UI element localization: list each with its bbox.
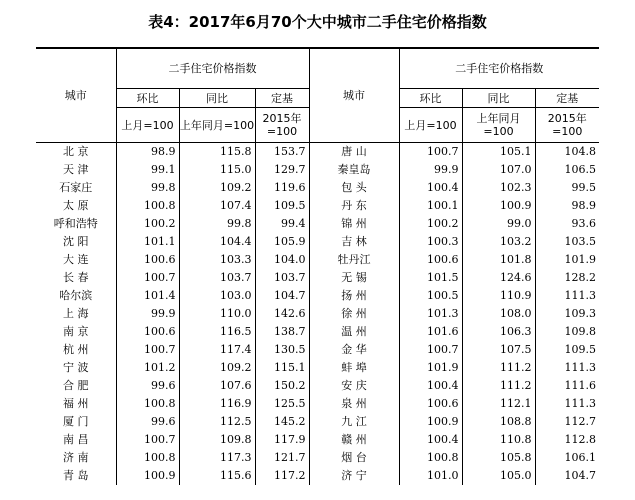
mom-value-left: 101.2 <box>144 361 176 374</box>
city-header-right: 城市 <box>309 48 399 143</box>
mom-value-right: 101.5 <box>427 271 459 284</box>
base-value-left: 103.7 <box>255 269 309 287</box>
yoy-value-left: 107.4 <box>179 197 255 215</box>
yoy-value-right: 108.8 <box>462 413 535 431</box>
city-left: 南 昌 <box>36 431 116 449</box>
mom-value-right: 100.4 <box>427 433 459 446</box>
table-title: 表4：2017年6月70个大中城市二手住宅价格指数 <box>148 13 487 31</box>
base-header-left: 定基 <box>255 89 309 108</box>
yoy-value-right: 106.3 <box>462 323 535 341</box>
yoy-value-left: 107.6 <box>179 377 255 395</box>
base-value-left: 119.6 <box>255 179 309 197</box>
yoy-value-right: 107.5 <box>462 341 535 359</box>
yoy-value-left: 110.0 <box>179 305 255 323</box>
mom-value-left: 99.6 <box>151 415 176 428</box>
table-row <box>36 449 599 467</box>
yoy-value-right: 112.1 <box>462 395 535 413</box>
yoy-value-left: 103.3 <box>179 251 255 269</box>
yoy-value-right: 124.6 <box>462 269 535 287</box>
mom-base-left: 上月=100 <box>121 118 174 132</box>
mom-value-right: 100.9 <box>427 415 459 428</box>
mom-value-left: 101.4 <box>144 289 176 302</box>
city-right: 安 庆 <box>309 377 399 395</box>
city-left: 南 京 <box>36 323 116 341</box>
base-value-right: 99.5 <box>535 179 599 197</box>
city-right: 丹 东 <box>309 197 399 215</box>
yoy-value-right: 101.8 <box>462 251 535 269</box>
yoy-value-right: 105.8 <box>462 449 535 467</box>
city-left: 太 原 <box>36 197 116 215</box>
base-value-right: 111.3 <box>535 287 599 305</box>
base-value-right: 128.2 <box>535 269 599 287</box>
city-left: 青 岛 <box>36 467 116 485</box>
yoy-value-left: 115.6 <box>179 467 255 485</box>
mom-header-right: 环比 <box>399 89 462 108</box>
city-right: 锦 州 <box>309 215 399 233</box>
base-value-right: 93.6 <box>535 215 599 233</box>
mom-value-left: 100.9 <box>144 469 176 482</box>
fixed-base-right: 2015年=100 <box>535 108 599 143</box>
yoy-value-left: 115.0 <box>179 161 255 179</box>
base-header-right: 定基 <box>535 89 599 108</box>
table-row <box>36 287 599 305</box>
table-row <box>36 251 599 269</box>
city-left: 杭 州 <box>36 341 116 359</box>
yoy-value-right: 100.9 <box>462 197 535 215</box>
yoy-value-right: 108.0 <box>462 305 535 323</box>
base-value-left: 117.9 <box>255 431 309 449</box>
table-row <box>36 467 599 485</box>
yoy-value-right: 110.9 <box>462 287 535 305</box>
mom-value-left: 98.9 <box>151 145 176 158</box>
mom-value-right: 100.6 <box>427 253 459 266</box>
base-value-right: 98.9 <box>535 197 599 215</box>
base-value-left: 142.6 <box>255 305 309 323</box>
base-value-left: 150.2 <box>255 377 309 395</box>
base-value-right: 101.9 <box>535 251 599 269</box>
base-value-left: 104.0 <box>255 251 309 269</box>
city-right: 烟 台 <box>309 449 399 467</box>
yoy-header-right: 同比 <box>462 89 535 108</box>
mom-value-left: 100.6 <box>144 325 176 338</box>
mom-value-left: 99.9 <box>151 307 176 320</box>
mom-value-right: 101.3 <box>427 307 459 320</box>
table-row <box>36 377 599 395</box>
city-right: 牡丹江 <box>309 251 399 269</box>
base-value-left: 129.7 <box>255 161 309 179</box>
table-row <box>36 413 599 431</box>
base-value-right: 109.5 <box>535 341 599 359</box>
city-right: 蚌 埠 <box>309 359 399 377</box>
base-value-left: 109.5 <box>255 197 309 215</box>
base-value-left: 125.5 <box>255 395 309 413</box>
table-row <box>36 233 599 251</box>
base-value-right: 106.1 <box>535 449 599 467</box>
mom-value-right: 101.6 <box>427 325 459 338</box>
base-value-left: 105.9 <box>255 233 309 251</box>
base-value-left: 145.2 <box>255 413 309 431</box>
base-value-left: 138.7 <box>255 323 309 341</box>
yoy-base-right: 上年同月=100 <box>462 108 535 143</box>
yoy-value-right: 102.3 <box>462 179 535 197</box>
base-value-right: 103.5 <box>535 233 599 251</box>
city-right: 无 锡 <box>309 269 399 287</box>
table-row <box>36 323 599 341</box>
city-right: 吉 林 <box>309 233 399 251</box>
city-right: 温 州 <box>309 323 399 341</box>
city-left: 沈 阳 <box>36 233 116 251</box>
city-left: 厦 门 <box>36 413 116 431</box>
yoy-value-left: 109.2 <box>179 179 255 197</box>
yoy-value-left: 112.5 <box>179 413 255 431</box>
mom-value-right: 100.5 <box>427 289 459 302</box>
yoy-value-right: 110.8 <box>462 431 535 449</box>
mom-value-right: 101.9 <box>427 361 459 374</box>
base-value-left: 130.5 <box>255 341 309 359</box>
city-left: 济 南 <box>36 449 116 467</box>
city-left: 天 津 <box>36 161 116 179</box>
mom-value-left: 100.7 <box>144 271 176 284</box>
table-row <box>36 197 599 215</box>
group-header-left: 二手住宅价格指数 <box>116 48 309 89</box>
mom-value-right: 99.9 <box>434 163 459 176</box>
mom-value-right: 100.4 <box>427 379 459 392</box>
base-value-right: 109.8 <box>535 323 599 341</box>
table-row <box>36 161 599 179</box>
mom-value-left: 101.1 <box>144 235 176 248</box>
mom-value-left: 99.6 <box>151 379 176 392</box>
base-value-right: 104.8 <box>535 143 599 162</box>
city-left: 福 州 <box>36 395 116 413</box>
table-row <box>36 431 599 449</box>
base-value-left: 153.7 <box>255 143 309 162</box>
table-row <box>36 359 599 377</box>
yoy-value-left: 103.0 <box>179 287 255 305</box>
base-value-right: 111.3 <box>535 359 599 377</box>
mom-value-left: 100.7 <box>144 433 176 446</box>
mom-value-right: 100.4 <box>427 181 459 194</box>
mom-value-left: 100.8 <box>144 451 176 464</box>
mom-value-right: 100.7 <box>427 145 459 158</box>
table-row <box>36 143 599 162</box>
yoy-value-right: 105.1 <box>462 143 535 162</box>
base-value-right: 111.3 <box>535 395 599 413</box>
city-left: 合 肥 <box>36 377 116 395</box>
city-left: 哈尔滨 <box>36 287 116 305</box>
city-right: 扬 州 <box>309 287 399 305</box>
city-right: 济 宁 <box>309 467 399 485</box>
mom-value-left: 100.8 <box>144 397 176 410</box>
city-left: 上 海 <box>36 305 116 323</box>
yoy-value-left: 115.8 <box>179 143 255 162</box>
table-row <box>36 395 599 413</box>
city-left: 石家庄 <box>36 179 116 197</box>
yoy-value-right: 103.2 <box>462 233 535 251</box>
base-value-left: 99.4 <box>255 215 309 233</box>
yoy-header-left: 同比 <box>179 89 255 108</box>
city-header-left: 城市 <box>36 48 116 143</box>
mom-base-right: 上月=100 <box>404 118 457 132</box>
city-left: 北 京 <box>36 143 116 162</box>
base-value-right: 104.7 <box>535 467 599 485</box>
mom-value-right: 100.1 <box>427 199 459 212</box>
mom-value-left: 100.2 <box>144 217 176 230</box>
base-value-left: 121.7 <box>255 449 309 467</box>
yoy-value-right: 99.0 <box>462 215 535 233</box>
city-left: 大 连 <box>36 251 116 269</box>
yoy-value-right: 105.0 <box>462 467 535 485</box>
mom-value-left: 99.8 <box>151 181 176 194</box>
city-right: 秦皇岛 <box>309 161 399 179</box>
mom-value-right: 100.6 <box>427 397 459 410</box>
base-value-left: 115.1 <box>255 359 309 377</box>
yoy-value-left: 109.2 <box>179 359 255 377</box>
city-right: 金 华 <box>309 341 399 359</box>
base-value-right: 109.3 <box>535 305 599 323</box>
table-row <box>36 269 599 287</box>
yoy-value-right: 111.2 <box>462 377 535 395</box>
mom-value-right: 101.0 <box>427 469 459 482</box>
yoy-value-left: 116.5 <box>179 323 255 341</box>
table-row <box>36 179 599 197</box>
yoy-base-left: 上年同月=100 <box>179 108 255 143</box>
mom-value-right: 100.3 <box>427 235 459 248</box>
mom-value-left: 100.8 <box>144 199 176 212</box>
table-row <box>36 215 599 233</box>
base-value-left: 117.2 <box>255 467 309 485</box>
city-right: 赣 州 <box>309 431 399 449</box>
group-header-right: 二手住宅价格指数 <box>399 48 599 89</box>
city-left: 长 春 <box>36 269 116 287</box>
price-index-table <box>36 47 599 485</box>
mom-value-left: 100.6 <box>144 253 176 266</box>
yoy-value-right: 111.2 <box>462 359 535 377</box>
yoy-value-left: 117.3 <box>179 449 255 467</box>
mom-value-left: 99.1 <box>151 163 176 176</box>
yoy-value-left: 99.8 <box>179 215 255 233</box>
city-right: 徐 州 <box>309 305 399 323</box>
mom-value-right: 100.7 <box>427 343 459 356</box>
yoy-value-right: 107.0 <box>462 161 535 179</box>
yoy-value-left: 109.8 <box>179 431 255 449</box>
yoy-value-left: 117.4 <box>179 341 255 359</box>
mom-header-left: 环比 <box>116 89 179 108</box>
city-left: 呼和浩特 <box>36 215 116 233</box>
city-left: 宁 波 <box>36 359 116 377</box>
city-right: 包 头 <box>309 179 399 197</box>
base-value-right: 106.5 <box>535 161 599 179</box>
base-value-right: 111.6 <box>535 377 599 395</box>
fixed-base-left: 2015年=100 <box>255 108 309 143</box>
base-value-right: 112.8 <box>535 431 599 449</box>
city-right: 九 江 <box>309 413 399 431</box>
mom-value-right: 100.8 <box>427 451 459 464</box>
table-row <box>36 305 599 323</box>
yoy-value-left: 104.4 <box>179 233 255 251</box>
mom-value-right: 100.2 <box>427 217 459 230</box>
table-row <box>36 341 599 359</box>
city-right: 唐 山 <box>309 143 399 162</box>
base-value-right: 112.7 <box>535 413 599 431</box>
mom-value-left: 100.7 <box>144 343 176 356</box>
yoy-value-left: 116.9 <box>179 395 255 413</box>
yoy-value-left: 103.7 <box>179 269 255 287</box>
base-value-left: 104.7 <box>255 287 309 305</box>
city-right: 泉 州 <box>309 395 399 413</box>
